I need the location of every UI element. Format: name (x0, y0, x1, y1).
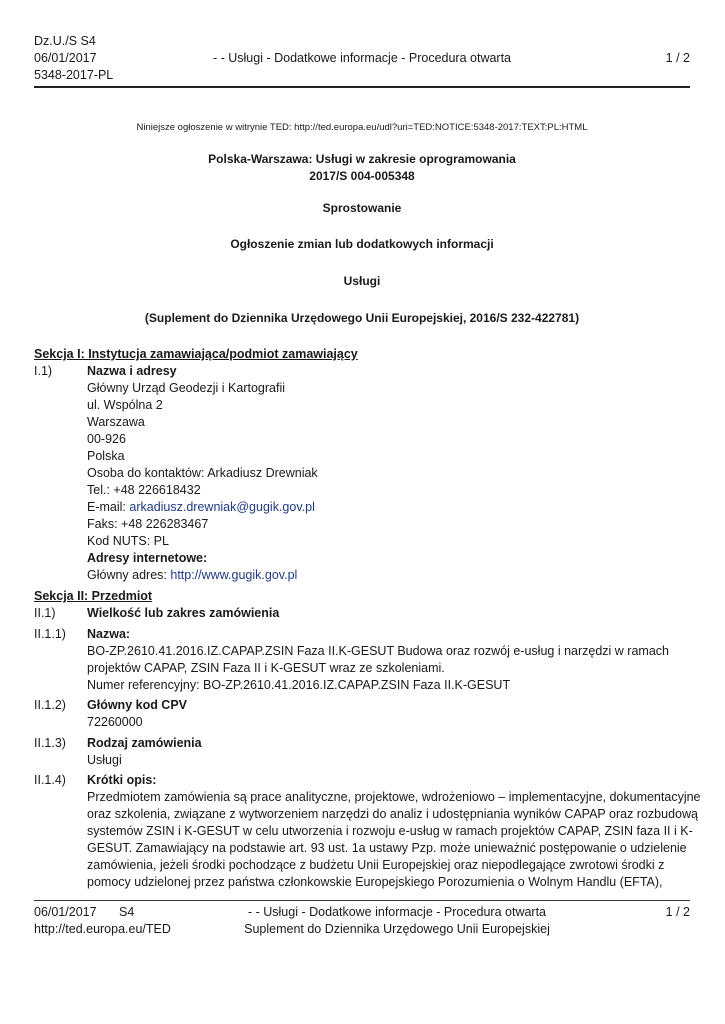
section2-heading: Sekcja II: Przedmiot (34, 589, 153, 603)
s12-num: II.1.2) (34, 698, 66, 712)
city: Warszawa (87, 415, 145, 429)
telephone: Tel.: +48 226618432 (87, 483, 201, 497)
footer-series: S4 (119, 905, 135, 919)
reference-number: Numer referencyjny: BO-ZP.2610.41.2016.IZ.CAPAP.ZSIN Faza II.K-GESUT (87, 678, 511, 692)
s14-label: Krótki opis: (87, 773, 157, 787)
web-addresses-label: Adresy internetowe: (87, 551, 208, 565)
footer-url: http://ted.europa.eu/TED (34, 922, 171, 936)
s11-body (87, 626, 693, 694)
supplement-ref: (Suplement do Dziennika Urzędowego Unii Europejskiej, 2016/S 232-422781) (144, 311, 580, 325)
email-link[interactable]: arkadiusz.drewniak@gugik.gov.pl (129, 500, 315, 514)
desc-line6: pomocy udzielonej przez państwa członkowskie Europejskiego Porozumienia o Wolnym Handlu (EFTA), (87, 875, 663, 889)
desc-line2: oraz szkolenia, związane z wytworzeniem narzędzi do analiz i udostępniania wyników CAPAP oraz rozbudową (87, 807, 698, 821)
s1-num: II.1) (34, 606, 56, 620)
org-name: Główny Urząd Geodezji i Kartografii (87, 381, 285, 395)
main-address-label: Główny adres: (87, 568, 171, 582)
nuts-code: Kod NUTS: PL (87, 534, 169, 548)
notice-url: Niniejsze ogłoszenie w witrynie TED: http://ted.europa.eu/udl?uri=TED:NOTICE:5348-2017:TEXT:PL:HTML (136, 122, 588, 133)
header-date: 06/01/2017 (34, 51, 97, 65)
desc-line3: systemów ZSIN i K-GESUT w celu utworzenia i rozwoju e-usług w ramach projektów CAPAP, ZSIN faza II i K- (87, 824, 693, 838)
email-line (87, 499, 693, 516)
s1-label: Wielkość lub zakres zamówienia (87, 606, 280, 620)
s13-num: II.1.3) (34, 736, 66, 750)
footer-center1: - - Usługi - Dodatkowe informacje - Procedura otwarta (247, 905, 547, 919)
s12-label: Główny kod CPV (87, 698, 188, 712)
street: ul. Wspólna 2 (87, 398, 163, 412)
country: Polska (87, 449, 125, 463)
desc-line1: Przedmiotem zamówienia są prace analityczne, projektowe, wdrożeniowo – implementacyjne, dokumentacyjne (87, 790, 701, 804)
footer-date: 06/01/2017 (34, 905, 97, 919)
s12-body (87, 697, 693, 731)
s13-body (87, 735, 693, 769)
s11-label: Nazwa: (87, 627, 131, 641)
s11-title-line2: projektów CAPAP, ZSIN Faza II i K-GESUT wraz ze szkoleniami. (87, 661, 445, 675)
title-line2: 2017/S 004-005348 (309, 169, 415, 183)
main-address-link[interactable]: http://www.gugik.gov.pl (170, 568, 298, 582)
contract-type: Usługi (87, 753, 122, 767)
header-rule (34, 86, 690, 88)
header-center: - - Usługi - Dodatkowe informacje - Procedura otwarta (212, 51, 512, 65)
postal-code: 00-926 (87, 432, 126, 446)
s14-num: II.1.4) (34, 773, 66, 787)
footer-center2: Suplement do Dziennika Urzędowego Unii Europejskiej (244, 922, 550, 936)
correction-label: Sprostowanie (322, 201, 402, 215)
cpv-code: 72260000 (87, 715, 143, 729)
s11-num: II.1.1) (34, 627, 66, 641)
desc-line4: GESUT. Zamawiający na podstawie art. 93 ust. 1a ustawy Pzp. może unieważnić postępowanie o udzielenie (87, 841, 687, 855)
email-label: E-mail: (87, 500, 130, 514)
notice-subtitle: Ogłoszenie zmian lub dodatkowych informacji (230, 237, 494, 251)
contact-person: Osoba do kontaktów: Arkadiusz Drewniak (87, 466, 318, 480)
main-address-line (87, 567, 693, 584)
footer-rule (34, 900, 690, 901)
s11-title-line1: BO-ZP.2610.41.2016.IZ.CAPAP.ZSIN Faza II.K-GESUT Budowa oraz rozwój e-usług i narzędzi w ramach (87, 644, 669, 658)
fax: Faks: +48 226283467 (87, 517, 209, 531)
desc-line5: zamówienia, jeżeli środki pochodzące z budżetu Unii Europejskiej oraz niepodlegające zwrotowi środki z (87, 858, 665, 872)
title-line1: Polska-Warszawa: Usługi w zakresie oprogramowania (208, 152, 516, 166)
header-page: 1 / 2 (665, 51, 690, 65)
s13-label: Rodzaj zamówienia (87, 736, 202, 750)
section1-label: Nazwa i adresy (87, 364, 177, 378)
notice-type: Usługi (343, 274, 381, 288)
s14-body (87, 772, 701, 891)
header-oj-ref: Dz.U./S S4 (34, 34, 96, 48)
section1-body (87, 363, 693, 584)
section1-num: I.1) (34, 364, 53, 378)
header-notice-number: 5348-2017-PL (34, 68, 114, 82)
footer-page: 1 / 2 (665, 905, 690, 919)
section1-heading: Sekcja I: Instytucja zamawiająca/podmiot zamawiający (34, 347, 358, 361)
